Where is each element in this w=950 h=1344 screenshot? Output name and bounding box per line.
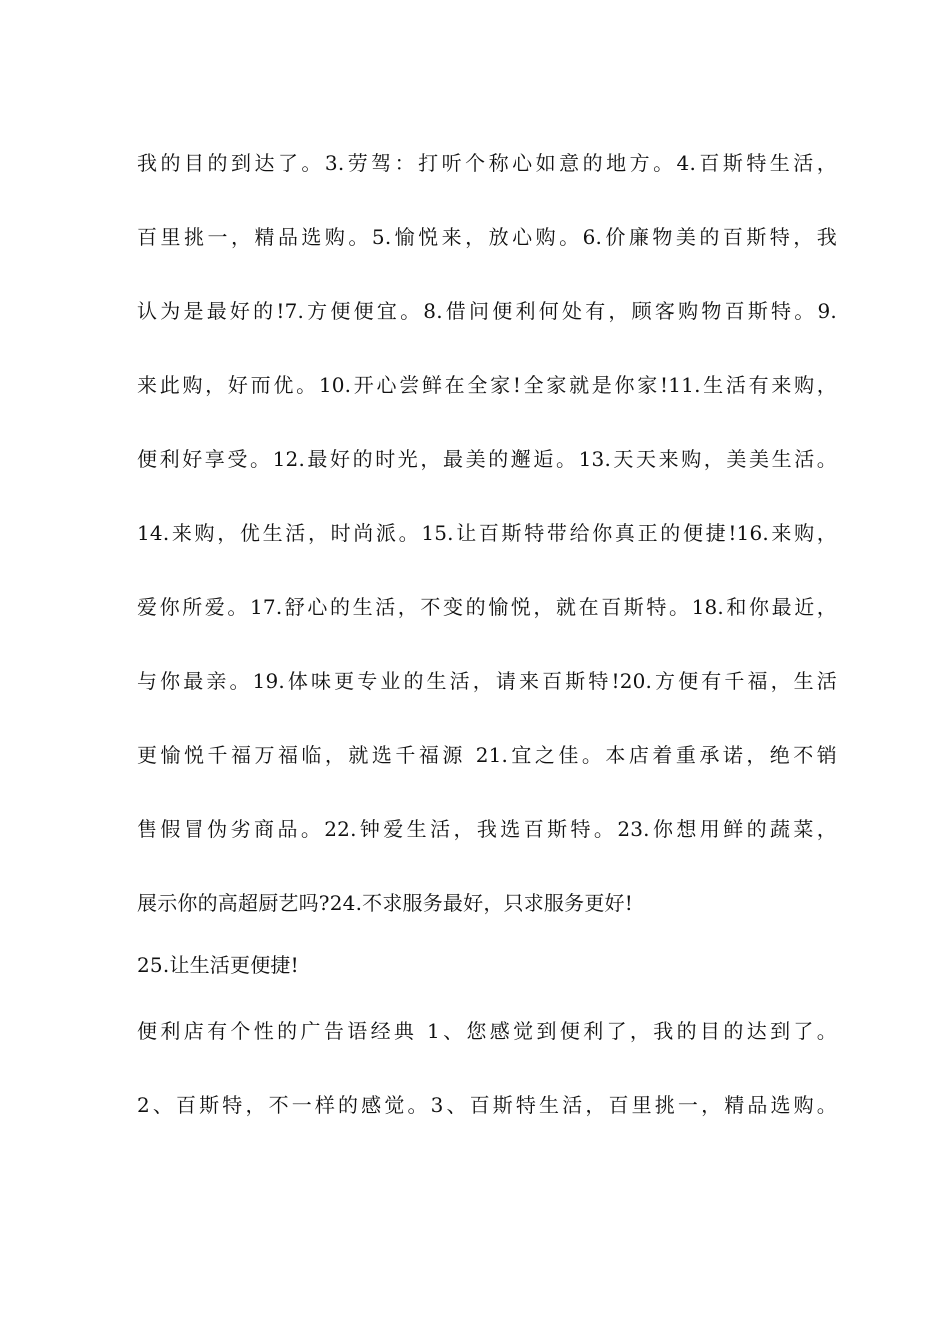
text-line: 便利店有个性的广告语经典 1、您感觉到便利了，我的目的达到了。 xyxy=(137,1019,837,1043)
text-line: 我的目的到达了。3.劳驾：打听个称心如意的地方。4.百斯特生活， xyxy=(137,151,837,175)
text-line: 与你最亲。19.体味更专业的生活，请来百斯特!20.方便有千福，生活 xyxy=(137,669,837,693)
text-line: 爱你所爱。17.舒心的生活，不变的愉悦，就在百斯特。18.和你最近， xyxy=(137,595,837,619)
text-line: 来此购，好而优。10.开心尝鲜在全家!全家就是你家!11.生活有来购， xyxy=(137,373,837,397)
text-line: 认为是最好的!7.方便便宜。8.借问便利何处有，顾客购物百斯特。9. xyxy=(137,299,837,323)
text-line: 便利好享受。12.最好的时光，最美的邂逅。13.天天来购，美美生活。 xyxy=(137,447,837,471)
text-line: 14.来购，优生活，时尚派。15.让百斯特带给你真正的便捷!16.来购， xyxy=(137,521,837,545)
text-line: 25.让生活更便捷! xyxy=(137,953,299,977)
text-line: 更愉悦千福万福临，就选千福源 21.宜之佳。本店着重承诺，绝不销 xyxy=(137,743,837,767)
document-body xyxy=(137,140,837,1156)
text-line: 售假冒伪劣商品。22.钟爱生活，我选百斯特。23.你想用鲜的蔬菜， xyxy=(137,817,837,841)
text-line: 2、百斯特，不一样的感觉。3、百斯特生活，百里挑一，精品选购。 xyxy=(137,1093,837,1117)
text-line: 展示你的高超厨艺吗?24.不求服务最好，只求服务更好! xyxy=(137,891,633,915)
text-line: 百里挑一，精品选购。5.愉悦来，放心购。6.价廉物美的百斯特，我 xyxy=(137,225,837,249)
